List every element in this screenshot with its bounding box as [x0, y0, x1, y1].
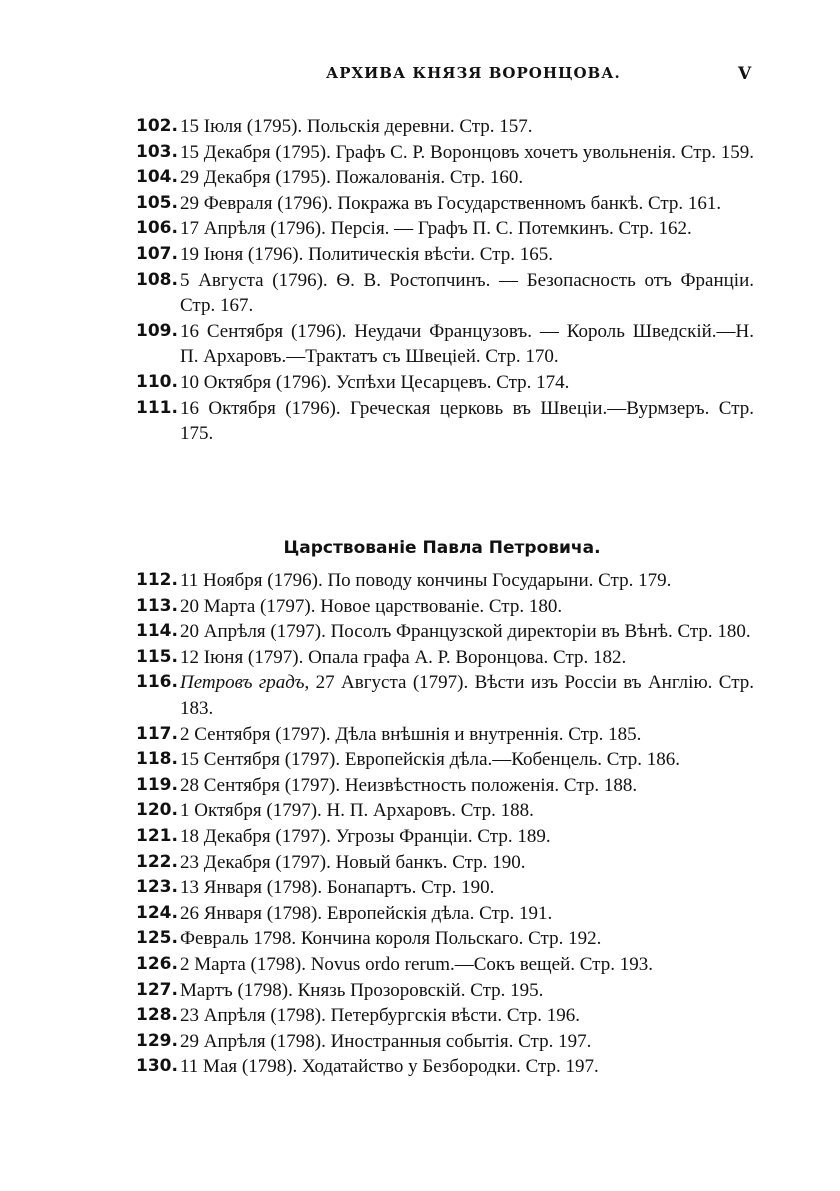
contents-entry	[136, 568, 754, 594]
entry-number: 111.	[136, 397, 178, 418]
contents-entry	[136, 114, 754, 140]
contents-entry	[136, 140, 754, 166]
place-name: Петровъ градъ	[180, 672, 305, 694]
contents-entry	[136, 370, 754, 396]
entry-number: 115.	[136, 646, 178, 667]
entry-text: 23 Апрѣля (1798). Петербургскія вѣсти. Стр. 196.	[180, 1005, 581, 1027]
entry-number: 116.	[136, 672, 178, 693]
entry-text: 12 Іюня (1797). Опала графа А. Р. Воронцова. Стр. 182.	[180, 646, 627, 668]
entry-number: 109.	[136, 320, 178, 341]
entry-text: 5 Августа (1796). Ѳ. В. Ростопчинъ. — Безопасность отъ Франціи. Стр. 167.	[180, 269, 754, 317]
entry-number: 130.	[136, 1056, 178, 1077]
entry-text: 29 Декабря (1795). Пожалованія. Стр. 160.	[180, 167, 524, 189]
entry-number: 103.	[136, 141, 178, 162]
entry-text: 20 Марта (1797). Новое царствованіе. Стр. 180.	[180, 595, 563, 617]
contents-entry	[136, 268, 754, 319]
contents-entry	[136, 926, 754, 952]
entry-number: 117.	[136, 723, 178, 744]
section-heading	[0, 538, 840, 558]
entry-number: 107.	[136, 243, 178, 264]
entry-number: 128.	[136, 1005, 178, 1026]
contents-entry	[136, 901, 754, 927]
entry-number: 113.	[136, 595, 178, 616]
contents-entry	[136, 670, 754, 721]
contents-entry	[136, 952, 754, 978]
contents-entry	[136, 1054, 754, 1080]
contents-list-reign-of-paul	[136, 568, 754, 1080]
contents-entry	[136, 242, 754, 268]
entry-text: Февраль 1798. Кончина короля Польскаго. Стр. 192.	[180, 928, 602, 950]
entry-text: 29 Февраля (1796). Покража въ Государственномъ банкѣ. Стр. 161.	[180, 192, 722, 214]
entry-text: 20 Апрѣля (1797). Посолъ Французской директоріи въ Вѣнѣ. Стр. 180.	[180, 621, 751, 643]
entry-text: 28 Сентября (1797). Неизвѣстность положенія. Стр. 188.	[180, 774, 638, 796]
entry-text: 23 Декабря (1797). Новый банкъ. Стр. 190.	[180, 851, 526, 873]
entry-text: 17 Апрѣля (1796). Персія. — Графъ П. С. Потемкинъ. Стр. 162.	[180, 218, 692, 240]
contents-entry	[136, 722, 754, 748]
entry-text: Мартъ (1798). Князь Прозоровскій. Стр. 195.	[180, 979, 544, 1001]
contents-entry	[136, 978, 754, 1004]
entry-text: 26 Января (1798). Европейскія дѣла. Стр. 191.	[180, 902, 553, 924]
entry-text: 11 Ноября (1796). По поводу кончины Государыни. Стр. 179.	[180, 570, 672, 591]
entry-number: 104.	[136, 167, 178, 188]
entry-text: 15 Іюля (1795). Польскія деревни. Стр. 157.	[180, 116, 533, 137]
entry-number: 129.	[136, 1030, 178, 1051]
contents-list-1795-1796	[136, 114, 754, 447]
entry-text: 10 Октября (1796). Успѣхи Цесарцевъ. Стр. 174.	[180, 371, 570, 393]
entry-text: 13 Января (1798). Бонапартъ. Стр. 190.	[180, 877, 495, 899]
entry-number: 114.	[136, 621, 178, 642]
section-title: Царствованіе Павла Петровича.	[283, 538, 601, 558]
contents-entry	[136, 773, 754, 799]
entry-text: 2 Марта (1798). Novus ordo rerum.—Сокъ вещей. Стр. 193.	[180, 953, 653, 975]
contents-entry	[136, 798, 754, 824]
entry-number: 127.	[136, 979, 178, 1000]
contents-entry	[136, 1003, 754, 1029]
entry-number: 106.	[136, 218, 178, 239]
contents-entry	[136, 594, 754, 620]
contents-entry	[136, 875, 754, 901]
page-number: V	[738, 64, 753, 84]
entry-number: 102.	[136, 116, 178, 136]
entry-text: 18 Декабря (1797). Угрозы Франціи. Стр. 189.	[180, 825, 551, 847]
running-head-title: АРХИВА КНЯЗЯ ВОРОНЦОВА.	[326, 64, 621, 82]
entry-text: 1 Октября (1797). Н. П. Архаровъ. Стр. 188.	[180, 800, 534, 822]
entry-number: 121.	[136, 825, 178, 846]
entry-number: 119.	[136, 774, 178, 795]
entry-text	[180, 670, 754, 721]
entry-number: 125.	[136, 928, 178, 949]
contents-entry	[136, 216, 754, 242]
entry-text: 16 Сентября (1796). Неудачи Французовъ. — Король Шведскій.—Н. П. Архаровъ.—Трактатъ съ Швеціей. Стр. 170.	[180, 320, 754, 368]
entry-text: 16 Октября (1796). Греческая церковь въ Швеціи.—Вурмзеръ. Стр. 175.	[180, 397, 754, 445]
entry-text-rest: , 27 Августа (1797). Вѣсти изъ Россіи въ Англію. Стр. 183.	[180, 672, 754, 719]
contents-entry	[136, 319, 754, 370]
contents-entry	[136, 191, 754, 217]
entry-text: 11 Мая (1798). Ходатайство у Безбородки. Стр. 197.	[180, 1056, 599, 1078]
contents-entry	[136, 850, 754, 876]
entry-number: 123.	[136, 877, 178, 898]
entry-text: 15 Сентября (1797). Европейскія дѣла.—Кобенцель. Стр. 186.	[180, 749, 680, 771]
entry-number: 120.	[136, 800, 178, 821]
contents-entry	[136, 747, 754, 773]
entry-text: 2 Сентября (1797). Дѣла внѣшнія и внутреннія. Стр. 185.	[180, 723, 642, 745]
entry-number: 118.	[136, 749, 178, 770]
contents-entry	[136, 165, 754, 191]
entry-number: 108.	[136, 269, 178, 290]
entry-number: 124.	[136, 902, 178, 923]
contents-entry	[136, 645, 754, 671]
contents-entry	[136, 824, 754, 850]
entry-number: 110.	[136, 371, 178, 392]
entry-number: 112.	[136, 570, 178, 590]
entry-text: 19 Іюня (1796). Политическія вѣсти. Стр. 165.	[180, 243, 553, 265]
contents-entry	[136, 1029, 754, 1055]
entry-text: 29 Апрѣля (1798). Иностранныя событія. Стр. 197.	[180, 1030, 592, 1052]
entry-text: 15 Декабря (1795). Графъ С. Р. Воронцовъ хочетъ увольненія. Стр. 159.	[180, 141, 754, 163]
contents-entry	[136, 396, 754, 447]
entry-number: 105.	[136, 192, 178, 213]
entry-number: 126.	[136, 953, 178, 974]
contents-entry	[136, 619, 754, 645]
entry-number: 122.	[136, 851, 178, 872]
